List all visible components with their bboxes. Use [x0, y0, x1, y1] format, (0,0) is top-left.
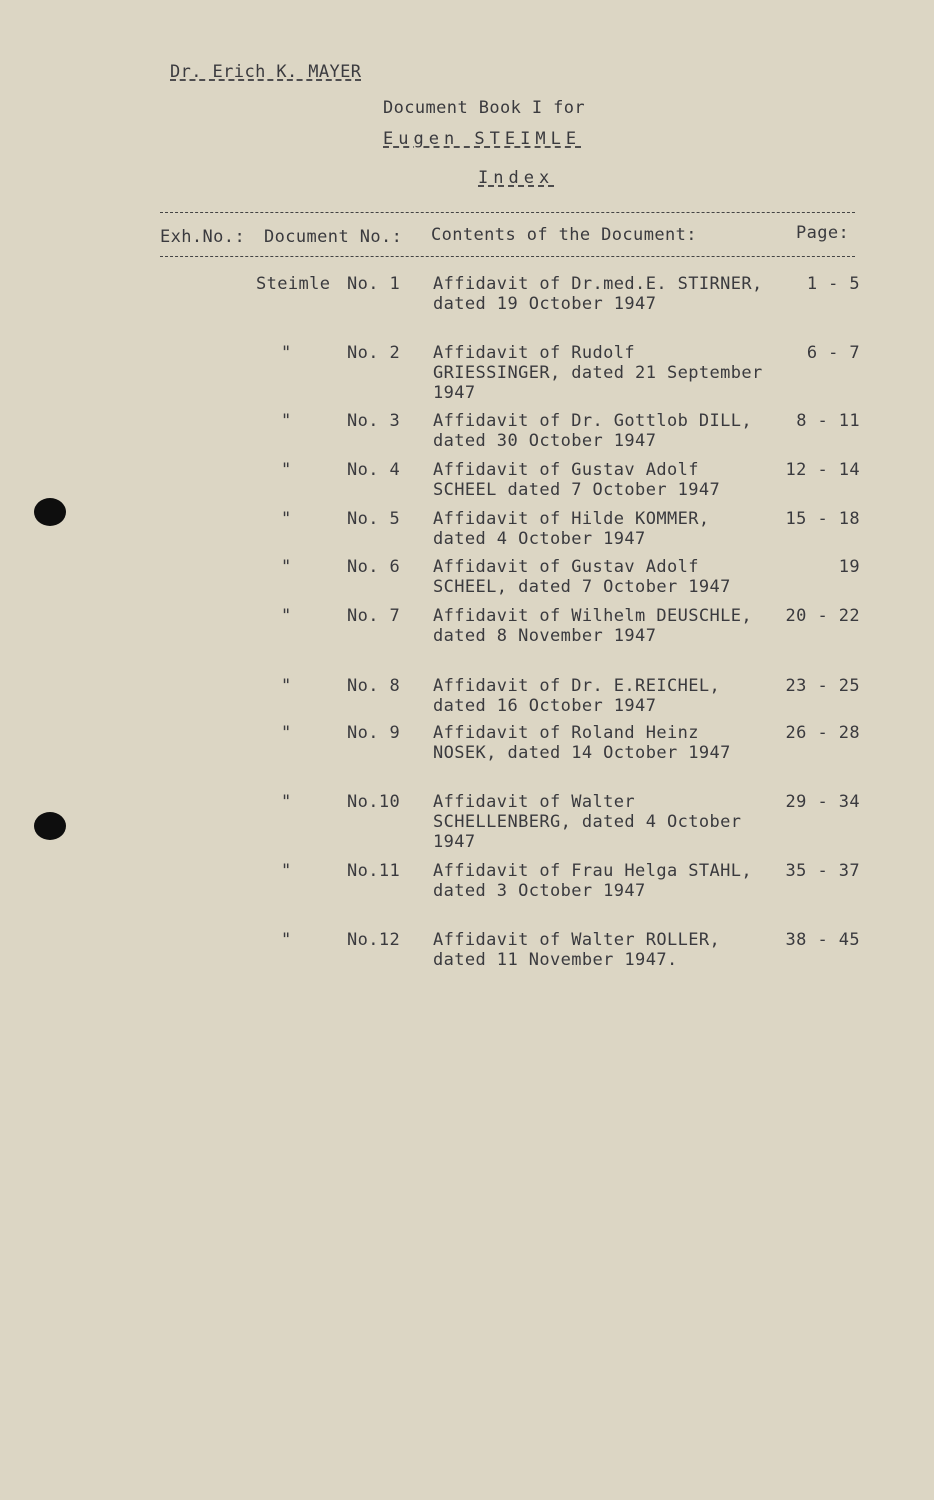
author-name: Dr. Erich K. MAYER — [170, 62, 362, 82]
ditto-mark: " — [281, 723, 292, 743]
document-contents: Affidavit of Roland Heinz NOSEK, dated 14 October 1947 — [433, 723, 731, 763]
header-document: Document No.: — [264, 227, 403, 247]
divider-bottom — [160, 256, 855, 257]
ditto-mark: " — [281, 411, 292, 431]
document-contents: Affidavit of Dr. Gottlob DILL, dated 30 October 1947 — [433, 411, 753, 451]
page-range: 1 - 5 — [806, 274, 860, 294]
ditto-mark: " — [281, 343, 292, 363]
document-contents: Affidavit of Dr. E.REICHEL, dated 16 October 1947 — [433, 676, 721, 716]
page-range: 20 - 22 — [785, 606, 860, 626]
document-number: No. 8 — [347, 676, 401, 696]
page-range: 6 - 7 — [806, 343, 860, 363]
exhibit-label: Steimle — [256, 274, 331, 294]
page-range: 8 - 11 — [796, 411, 860, 431]
document-number: No. 3 — [347, 411, 401, 431]
ditto-mark: " — [281, 606, 292, 626]
document-contents: Affidavit of Walter ROLLER, dated 11 November 1947. — [433, 930, 721, 970]
divider-top — [160, 212, 855, 213]
document-number: No. 9 — [347, 723, 401, 743]
page-range: 23 - 25 — [785, 676, 860, 696]
ditto-mark: " — [281, 930, 292, 950]
document-contents: Affidavit of Gustav Adolf SCHEEL dated 7 October 1947 — [433, 460, 721, 500]
page-range: 12 - 14 — [785, 460, 860, 480]
document-number: No. 7 — [347, 606, 401, 626]
subject-name: Eugen STEIMLE — [383, 129, 582, 149]
document-contents: Affidavit of Dr.med.E. STIRNER, dated 19 October 1947 — [433, 274, 763, 314]
page-range: 29 - 34 — [785, 792, 860, 812]
document-contents: Affidavit of Gustav Adolf SCHEEL, dated 7 October 1947 — [433, 557, 731, 597]
document-number: No. 6 — [347, 557, 401, 577]
document-number: No.12 — [347, 930, 401, 950]
document-contents: Affidavit of Rudolf GRIESSINGER, dated 21 September 1947 — [433, 343, 763, 403]
page-range: 35 - 37 — [785, 861, 860, 881]
ditto-mark: " — [281, 792, 292, 812]
page-range: 15 - 18 — [785, 509, 860, 529]
document-contents: Affidavit of Frau Helga STAHL, dated 3 October 1947 — [433, 861, 753, 901]
document-number: No. 2 — [347, 343, 401, 363]
book-line: Document Book I for — [383, 98, 586, 118]
document-number: No. 1 — [347, 274, 401, 294]
ditto-mark: " — [281, 509, 292, 529]
page-range: 19 — [838, 557, 860, 577]
document-number: No. 4 — [347, 460, 401, 480]
ditto-mark: " — [281, 676, 292, 696]
punch-hole — [34, 498, 66, 526]
document-contents: Affidavit of Hilde KOMMER, dated 4 October 1947 — [433, 509, 710, 549]
ditto-mark: " — [281, 460, 292, 480]
ditto-mark: " — [281, 861, 292, 881]
document-contents: Affidavit of Walter SCHELLENBERG, dated 4 October 1947 — [433, 792, 742, 852]
header-page: Page: — [796, 223, 850, 243]
index-title: Index — [478, 168, 555, 188]
document-number: No.11 — [347, 861, 401, 881]
header-contents: Contents of the Document: — [431, 225, 697, 245]
page-range: 26 - 28 — [785, 723, 860, 743]
header-exh: Exh.No.: — [160, 227, 246, 247]
ditto-mark: " — [281, 557, 292, 577]
document-contents: Affidavit of Wilhelm DEUSCHLE, dated 8 November 1947 — [433, 606, 753, 646]
punch-hole — [34, 812, 66, 840]
document-number: No. 5 — [347, 509, 401, 529]
page-range: 38 - 45 — [785, 930, 860, 950]
document-number: No.10 — [347, 792, 401, 812]
